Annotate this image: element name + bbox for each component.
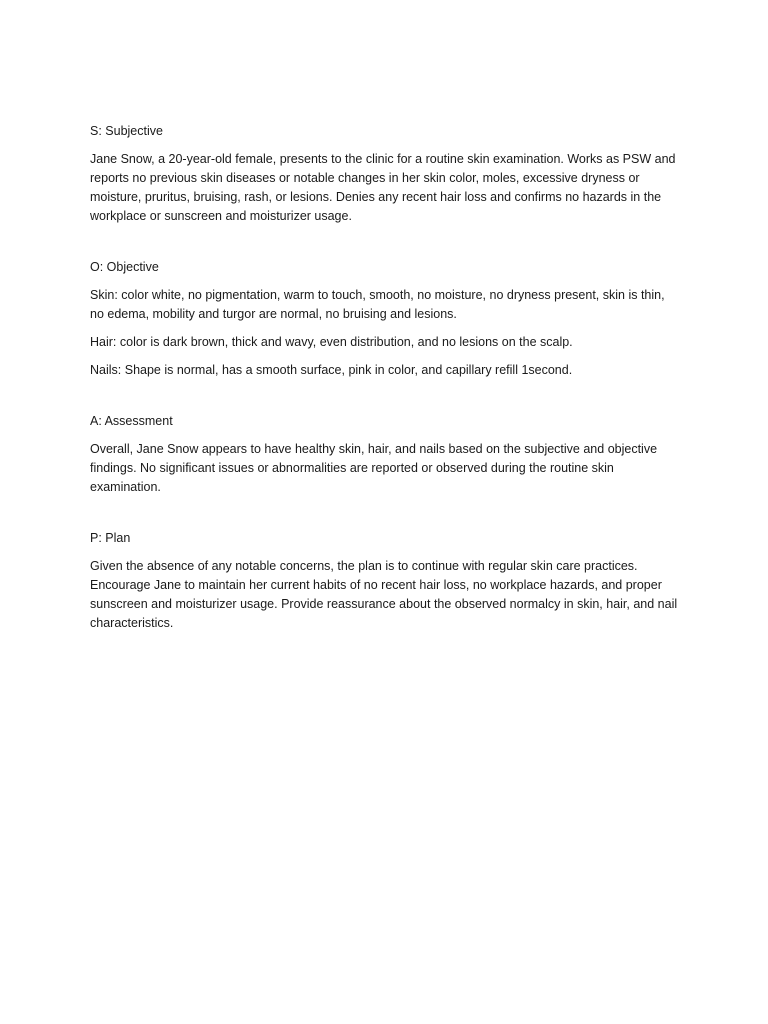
section-subjective xyxy=(90,122,680,226)
section-objective xyxy=(90,258,680,380)
section-heading: O: Objective xyxy=(90,260,159,274)
section-heading: A: Assessment xyxy=(90,414,173,428)
paragraph: Given the absence of any notable concerns, the plan is to continue with regular skin care practices. Encourage Jane to maintain her current habits of no recent hair loss, no workplace hazards, and proper sunscreen and moisturizer usage. Provide reassurance about the observed normalcy in skin, hair, and nail characteristics. xyxy=(90,559,678,630)
paragraph: Nails: Shape is normal, has a smooth surface, pink in color, and capillary refill 1second. xyxy=(90,363,573,377)
paragraph: Hair: color is dark brown, thick and wavy, even distribution, and no lesions on the scalp. xyxy=(90,335,573,349)
paragraph: Jane Snow, a 20-year-old female, presents to the clinic for a routine skin examination. Works as PSW and reports no previous skin diseases or notable changes in her skin color, moles, excessive dryness or moisture, pruritus, bruising, rash, or lesions. Denies any recent hair loss and confirms no hazards in the workplace or sunscreen and moisturizer usage. xyxy=(90,152,676,223)
document-body xyxy=(90,122,680,642)
paragraph: Overall, Jane Snow appears to have healthy skin, hair, and nails based on the subjective and objective findings. No significant issues or abnormalities are reported or observed during the routine skin examination. xyxy=(90,442,658,494)
paragraph: Skin: color white, no pigmentation, warm to touch, smooth, no moisture, no dryness present, skin is thin, no edema, mobility and turgor are normal, no bruising and lesions. xyxy=(90,288,665,321)
section-heading: S: Subjective xyxy=(90,124,163,138)
section-heading: P: Plan xyxy=(90,531,131,545)
section-assessment xyxy=(90,412,680,497)
section-plan xyxy=(90,529,680,633)
